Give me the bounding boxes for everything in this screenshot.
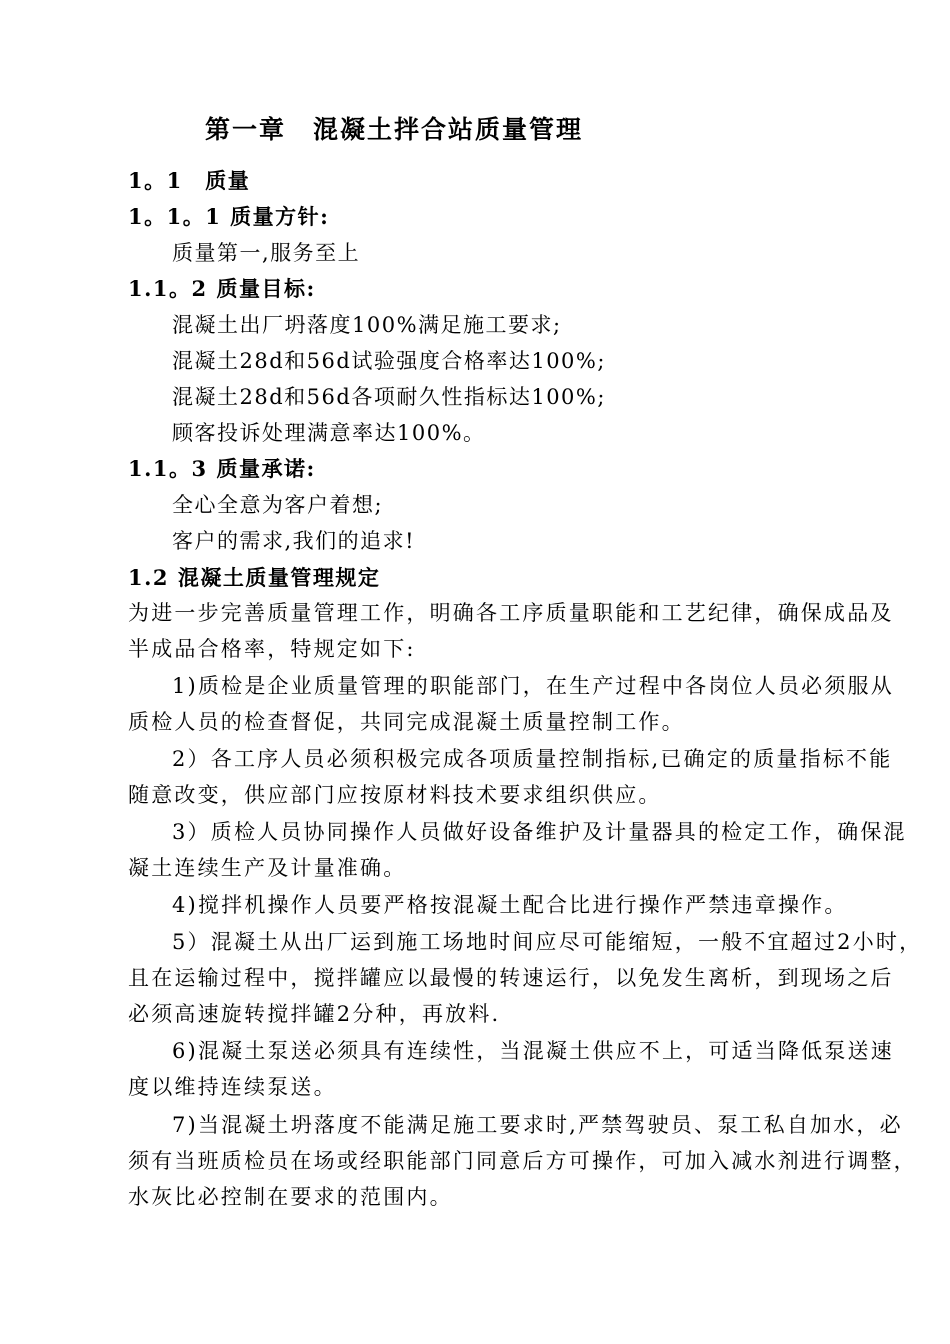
quality-promise-1: 全心全意为客户着想; <box>172 493 384 517</box>
rule-6-line-1: 6)混凝土泵送必须具有连续性，当混凝土供应不上，可适当降低泵送速 <box>172 1039 894 1063</box>
rule-5-line-3: 必须高速旋转搅拌罐2分种，再放料. <box>128 1002 501 1026</box>
intro-line-2: 半成品合格率，特规定如下: <box>128 637 416 661</box>
quality-goal-3: 混凝土28d和56d各项耐久性指标达100%; <box>172 385 606 409</box>
rule-7-line-2: 须有当班质检员在场或经职能部门同意后方可操作，可加入减水剂进行调整， <box>128 1149 917 1173</box>
rule-3-line-1: 3）质检人员协同操作人员做好设备维护及计量器具的检定工作，确保混 <box>172 820 907 844</box>
quality-goal-2: 混凝土28d和56d试验强度合格率达100%; <box>172 349 606 373</box>
section-1-1-2-heading: 1.1。2 质量目标: <box>128 276 316 301</box>
rule-5-line-1: 5）混凝土从出厂运到施工场地时间应尽可能缩短，一般不宜超过2小时， <box>172 930 923 954</box>
rule-5-line-2: 且在运输过程中，搅拌罐应以最慢的转速运行，以免发生离析，到现场之后 <box>128 966 894 990</box>
section-1-1-1-heading: 1。1。1 质量方针: <box>128 204 330 229</box>
section-1-2-heading: 1.2 混凝土质量管理规定 <box>128 565 381 590</box>
quality-goal-1: 混凝土出厂坍落度100%满足施工要求; <box>172 313 562 337</box>
quality-promise-2: 客户的需求,我们的追求! <box>172 529 416 553</box>
rule-7-line-3: 水灰比必控制在要求的范围内。 <box>128 1185 453 1209</box>
section-1-1-3-heading: 1.1。3 质量承诺: <box>128 456 316 481</box>
rule-1-line-1: 1)质检是企业质量管理的职能部门，在生产过程中各岗位人员必须服从 <box>172 674 894 698</box>
quality-policy-text: 质量第一,服务至上 <box>172 241 361 265</box>
section-1-1-heading: 1。1 质量 <box>128 168 251 193</box>
rule-1-line-2: 质检人员的检查督促，共同完成混凝土质量控制工作。 <box>128 710 685 734</box>
rule-3-line-2: 凝土连续生产及计量准确。 <box>128 856 407 880</box>
intro-line-1: 为进一步完善质量管理工作，明确各工序质量职能和工艺纪律，确保成品及 <box>128 601 894 625</box>
quality-goal-4: 顾客投诉处理满意率达100%。 <box>172 421 486 445</box>
rule-2-line-2: 随意改变，供应部门应按原材料技术要求组织供应。 <box>128 783 662 807</box>
chapter-title: 第一章 混凝土拌合站质量管理 <box>205 115 584 144</box>
rule-2-line-1: 2）各工序人员必须积极完成各项质量控制指标,已确定的质量指标不能 <box>172 747 893 771</box>
rule-7-line-1: 7)当混凝土坍落度不能满足施工要求时,严禁驾驶员、泵工私自加水，必 <box>172 1113 903 1137</box>
rule-4-line-1: 4)搅拌机操作人员要严格按混凝土配合比进行操作严禁违章操作。 <box>172 893 848 917</box>
rule-6-line-2: 度以维持连续泵送。 <box>128 1075 337 1099</box>
